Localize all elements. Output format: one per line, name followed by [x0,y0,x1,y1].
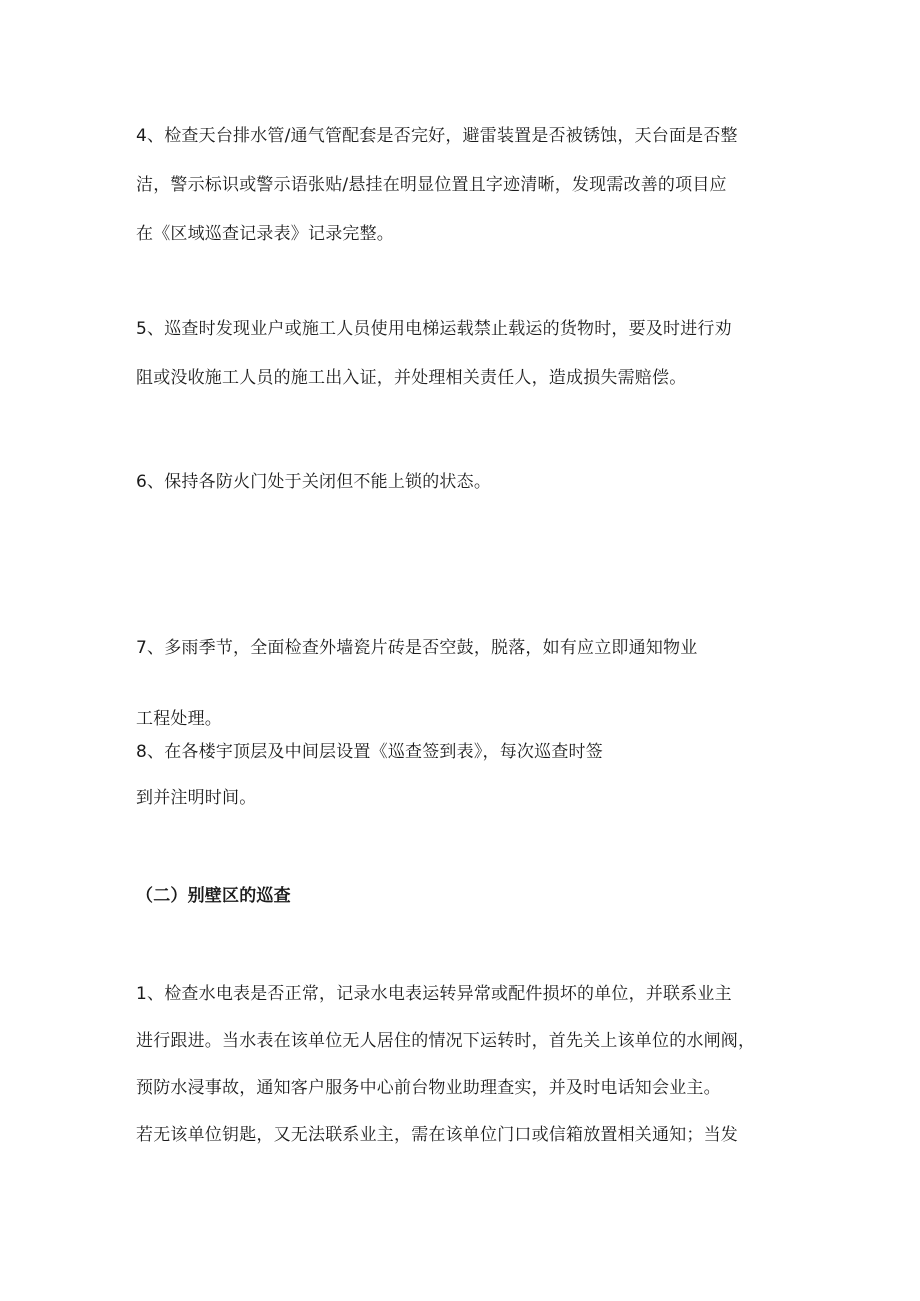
paragraph-5-line-2: 阻或没收施工人员的施工出入证，并处理相关责任人，造成损失需赔偿。 [136,368,687,388]
paragraph-4-line-1: 4、检查天台排水管/通气管配套是否完好，避雷装置是否被锈蚀，天台面是否整 [136,126,738,146]
section-2-paragraph-1-line-4: 若无该单位钥匙，又无法联系业主，需在该单位门口或信箱放置相关通知；当发 [136,1125,738,1145]
paragraph-6-line-1: 6、保持各防火门处于关闭但不能上锁的状态。 [136,472,492,492]
section-2-paragraph-1-line-1: 1、检查水电表是否正常，记录水电表运转异常或配件损坏的单位，并联系业主 [136,984,732,1004]
section-2-paragraph-1-line-3: 预防水浸事故，通知客户服务中心前台物业助理查实，并及时电话知会业主。 [136,1078,721,1098]
paragraph-8-line-1: 8、在各楼宇顶层及中间层设置《巡查签到表》，每次巡查时签 [136,742,603,762]
paragraph-5-line-1: 5、巡查时发现业户或施工人员使用电梯运载禁止载运的货物时，要及时进行劝 [136,319,732,339]
paragraph-4-line-2: 洁，警示标识或警示语张贴/悬挂在明显位置且字迹清晰，发现需改善的项目应 [136,175,727,195]
paragraph-4-line-3: 在《区域巡查记录表》记录完整。 [136,224,394,244]
paragraph-8-line-2: 到并注明时间。 [136,788,257,808]
paragraph-7-line-2: 工程处理。 [136,709,222,729]
paragraph-7-line-1: 7、多雨季节，全面检查外墙瓷片砖是否空鼓，脱落，如有应立即通知物业 [136,638,698,658]
section-2-paragraph-1-line-2: 进行跟进。当水表在该单位无人居住的情况下运转时，首先关上该单位的水闸阀， [136,1031,756,1051]
section-heading: （二）别壁区的巡查 [136,886,291,906]
